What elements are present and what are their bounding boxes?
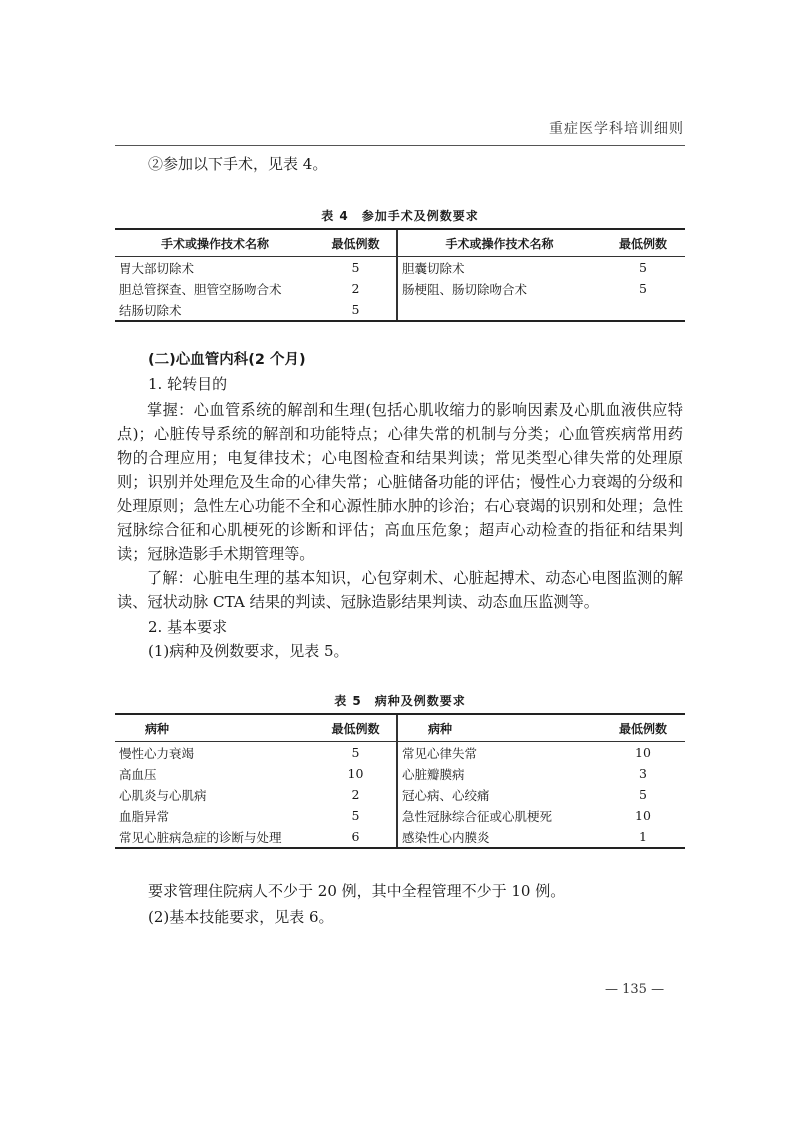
table5 [115, 713, 685, 849]
table-cell [397, 299, 601, 320]
table5-header-count-right: 最低例数 [601, 715, 685, 742]
section-title: (二)心血管内科(2 个月) [148, 352, 306, 368]
table-cell: 常见心脏病急症的诊断与处理 [119, 829, 282, 845]
table4-header-name-left: 手术或操作技术名称 [115, 230, 315, 257]
table-cell: 5 [351, 745, 360, 760]
table-cell: 胆总管探查、胆管空肠吻合术 [119, 281, 282, 297]
intro-line: ②参加以下手术，见表 4。 [148, 155, 328, 173]
paragraph-understand [117, 566, 683, 614]
table-row [115, 257, 685, 279]
table-cell [601, 299, 685, 320]
table-cell: 5 [351, 808, 360, 823]
table-cell: 1 [639, 829, 647, 844]
table5-caption: 表 5 病种及例数要求 [334, 694, 466, 708]
table-cell: 5 [639, 787, 647, 802]
page-number: — 135 — [605, 982, 665, 997]
table5-header-disease-left: 病种 [115, 715, 315, 742]
table-row [115, 784, 685, 805]
table-cell: 6 [351, 829, 360, 844]
table-cell: 结肠切除术 [119, 302, 182, 318]
table-cell: 5 [639, 260, 647, 275]
table-cell: 10 [635, 808, 651, 823]
table-row [115, 826, 685, 847]
table-row [115, 805, 685, 826]
table4 [115, 228, 685, 322]
table-cell: 慢性心力衰竭 [119, 745, 195, 761]
table-cell: 5 [639, 281, 647, 296]
table-cell: 心肌炎与心肌病 [119, 787, 207, 803]
table5-header-disease-right: 病种 [397, 715, 601, 742]
header-rule [115, 145, 685, 146]
table-row [115, 299, 685, 320]
table-cell: 心脏瓣膜病 [397, 763, 601, 784]
subheading-objectives: 1. 轮转目的 [148, 375, 228, 393]
table-cell: 胃大部切除术 [119, 260, 195, 276]
paragraph-master-text: 掌握：心血管系统的解剖和生理(包括心肌收缩力的影响因素及心肌血液供应特点)；心脏传导系统的解剖和功能特点；心律失常的机制与分类；心血管疾病常用药物的合理应用；电复律技术；心电图检查和结果判读；常见类型心律失常的处理原则；识别并处理危及生命的心律失常；心脏储备功能的评估；慢性心力衰竭的分级和处理原则；急性左心功能不全和心源性肺水肿的诊治；右心衰竭的识别和处理；急性冠脉综合征和心肌梗死的诊断和评估；高血压危象；超声心动检查的指征和结果判读；冠脉造影手术期管理等。 [117, 401, 683, 563]
table4-caption: 表 4 参加手术及例数要求 [321, 209, 479, 223]
table-cell: 5 [351, 260, 360, 275]
table-cell: 冠心病、心绞痛 [397, 784, 601, 805]
running-header: 重症医学科培训细则 [549, 121, 684, 137]
closing-line-1: 要求管理住院病人不少于 20 例，其中全程管理不少于 10 例。 [148, 882, 566, 900]
requirement-line: (1)病种及例数要求，见表 5。 [148, 642, 349, 660]
table-cell: 血脂异常 [119, 808, 170, 824]
table-cell: 10 [635, 745, 651, 760]
paragraph-understand-text: 了解：心脏电生理的基本知识，心包穿刺术、心脏起搏术、动态心电图监测的解读、冠状动脉 CTA 结果的判读、冠脉造影结果判读、动态血压监测等。 [117, 569, 683, 611]
table-cell: 肠梗阻、肠切除吻合术 [397, 278, 601, 299]
subheading-requirements: 2. 基本要求 [148, 618, 228, 636]
table-cell: 高血压 [119, 766, 157, 782]
paragraph-master [117, 398, 683, 566]
table-cell: 常见心律失常 [397, 742, 601, 764]
table-row [115, 763, 685, 784]
table4-header-name-right: 手术或操作技术名称 [397, 230, 601, 257]
closing-line-2: (2)基本技能要求，见表 6。 [148, 908, 334, 926]
table-cell: 10 [347, 766, 364, 781]
table4-header-count-right: 最低例数 [601, 230, 685, 257]
table4-header-count-left: 最低例数 [315, 230, 397, 257]
table-cell: 急性冠脉综合征或心肌梗死 [397, 805, 601, 826]
table-cell: 2 [351, 281, 360, 296]
table-cell: 感染性心内膜炎 [397, 826, 601, 847]
table-row [115, 278, 685, 299]
table5-header-count-left: 最低例数 [315, 715, 397, 742]
table-row [115, 742, 685, 764]
table-cell: 2 [351, 787, 360, 802]
table-cell: 3 [639, 766, 647, 781]
table-cell: 5 [351, 302, 360, 317]
table-cell: 胆囊切除术 [397, 257, 601, 279]
